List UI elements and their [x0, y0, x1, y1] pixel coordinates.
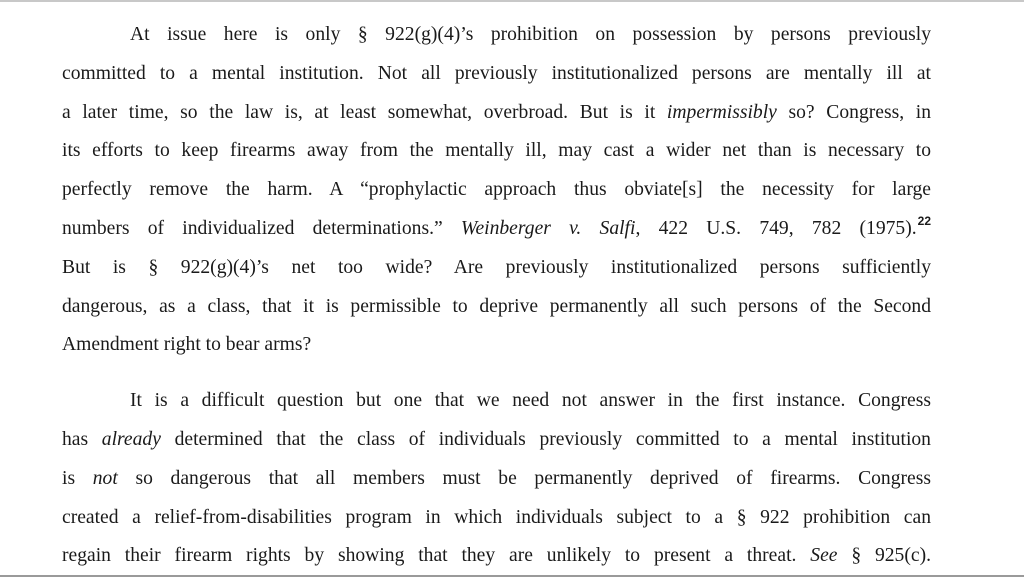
para2-line-5 [62, 537, 931, 576]
signal-see: See [810, 545, 838, 567]
text: regain their firearm rights by showing that they are unlikely to present a threat. [62, 545, 811, 567]
text: so? Congress, in [776, 101, 931, 123]
para1-line-4: its efforts to keep firearms away from the mentally ill, may cast a wider net than is necessary to [62, 140, 931, 162]
emphasis-impermissibly: impermissibly [666, 101, 777, 123]
para1-line-9: Amendment right to bear arms? [62, 334, 312, 356]
para2-line-1: It is a difficult question but one that we need not answer in the first instance. Congress [130, 390, 931, 412]
para2-line-4: created a relief-from-disabilities program in which individuals subject to a § 922 prohibition can [62, 506, 931, 528]
text: has [62, 428, 102, 450]
paragraph-gap [62, 365, 931, 382]
para1-line-6 [62, 210, 931, 249]
emphasis-not: not [92, 467, 118, 489]
paragraph-2 [62, 382, 931, 576]
case-citation: Weinberger v. Salfi [460, 217, 636, 239]
para2-line-2 [62, 421, 931, 460]
emphasis-already: already [101, 428, 161, 450]
text: § 925(c). [837, 545, 931, 567]
para1-line-5: perfectly remove the harm. A “prophylactic approach thus obviate[s] the necessity for large [62, 179, 931, 201]
paragraph-1 [62, 16, 931, 365]
para1-line-3 [62, 94, 931, 133]
footnote-marker[interactable]: 22 [917, 213, 931, 228]
text: numbers of individualized determinations.” [62, 217, 461, 239]
text: so dangerous that all members must be permanently deprived of firearms. Congress [117, 467, 931, 489]
text: , 422 U.S. 749, 782 (1975). [635, 217, 917, 239]
para1-line-1: At issue here is only § 922(g)(4)’s prohibition on possession by persons previously [130, 24, 931, 45]
text: a later time, so the law is, at least somewhat, overbroad. But is it [62, 101, 667, 123]
para2-line-3 [62, 460, 931, 499]
text: is [62, 467, 93, 489]
para1-line-7: But is § 922(g)(4)’s net too wide? Are previously institutionalized persons sufficiently [62, 256, 931, 278]
para1-line-2: committed to a mental institution. Not all previously institutionalized persons are mentally ill at [62, 62, 931, 84]
para1-line-8: dangerous, as a class, that it is permissible to deprive permanently all such persons of the Second [62, 295, 931, 317]
text: determined that the class of individuals previously committed to a mental institution [160, 428, 931, 450]
document-page [62, 16, 931, 576]
top-border [0, 0, 1024, 2]
